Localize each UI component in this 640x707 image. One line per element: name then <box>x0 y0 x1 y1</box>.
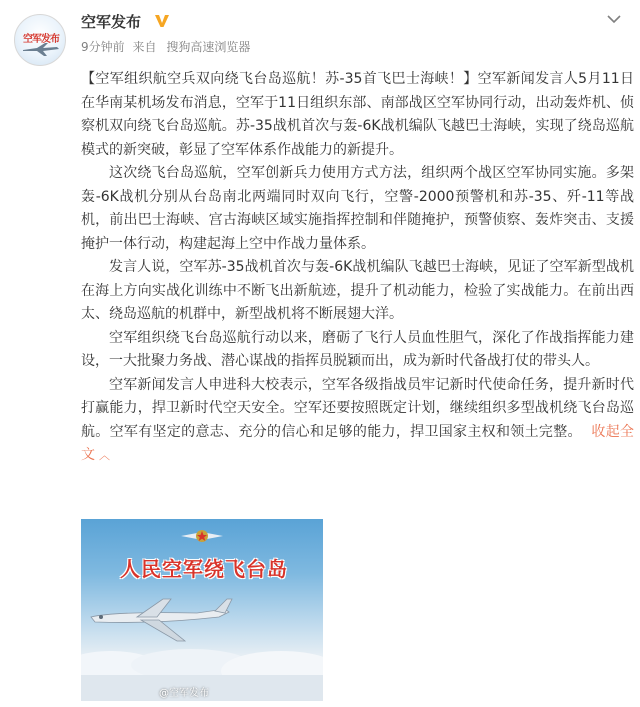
chevron-down-icon[interactable] <box>607 14 621 24</box>
avatar[interactable] <box>14 14 66 66</box>
bomber-plane-icon <box>87 595 237 645</box>
avatar-logo-text: 空军发布 <box>23 34 59 45</box>
image-title: 人民空军绕飞台岛 <box>120 557 288 581</box>
author-name[interactable]: 空军发布 <box>81 13 142 31</box>
post-image[interactable] <box>81 519 323 701</box>
image-watermark: @空军发布 <box>159 688 209 699</box>
post-meta <box>81 38 254 55</box>
air-force-emblem-icon <box>181 526 223 548</box>
chevron-up-icon: ︿ <box>99 449 110 462</box>
post-body <box>81 68 634 468</box>
paragraph: 【空军组织航空兵双向绕飞台岛巡航！苏-35首飞巴士海峡！】空军新闻发言人5月11日在华南某机场发布消息，空军于11日组织东部、南部战区空军协同行动，出动轰炸机、侦察机双向绕飞台岛巡航。苏-35战机首次与轰-6K战机编队飞越巴士海峡，实现了绕岛巡航模式的新突破，彰显了空军体系作战能力的新提升。 <box>81 71 634 158</box>
post-time[interactable]: 9分钟前 <box>81 40 125 54</box>
collapse-label: 收起全文 <box>81 423 635 463</box>
verified-v-icon <box>154 12 170 28</box>
paragraph-text: 空军新闻发言人申进科大校表示，空军各级指战员牢记新时代使命任务，提升新时代打赢能力，捍卫新时代空天安全。空军还要按照既定计划，继续组织多型战机绕飞台岛巡航。空军有坚定的意志、充分的信心和足够的能力，捍卫国家主权和领土完整。 <box>81 376 634 440</box>
paragraph: 这次绕飞台岛巡航，空军创新兵力使用方式方法，组织两个战区空军协同实施。多架轰-6K战机分别从台岛南北两端同时双向飞行，空警-2000预警机和苏-35、歼-11等战机，前出巴士海峡、宫古海峡区域实施指挥控制和伴随掩护，预警侦察、轰炸突击、支援掩护一体行动，构建起海上空中作战力量体系。 <box>81 165 634 252</box>
source-link[interactable]: 搜狗高速浏览器 <box>166 40 251 54</box>
from-label: 来自 <box>132 40 157 54</box>
avatar-plane-icon <box>21 41 61 57</box>
paragraph: 发言人说，空军苏-35战机首次与轰-6K战机编队飞越巴士海峡，见证了空军新型战机在海上方向实战化训练中不断飞出新航迹，提升了机动能力，检验了实战能力。在前出西太、绕岛巡航的机群中，新型战机将不断展翅大洋。 <box>81 259 634 322</box>
paragraph-last <box>81 374 634 468</box>
paragraph: 空军组织绕飞台岛巡航行动以来，磨砺了飞行人员血性胆气，深化了作战指挥能力建设，一大批聚力务战、潜心谋战的指挥员脱颖而出，成为新时代备战打仗的带头人。 <box>81 329 634 369</box>
